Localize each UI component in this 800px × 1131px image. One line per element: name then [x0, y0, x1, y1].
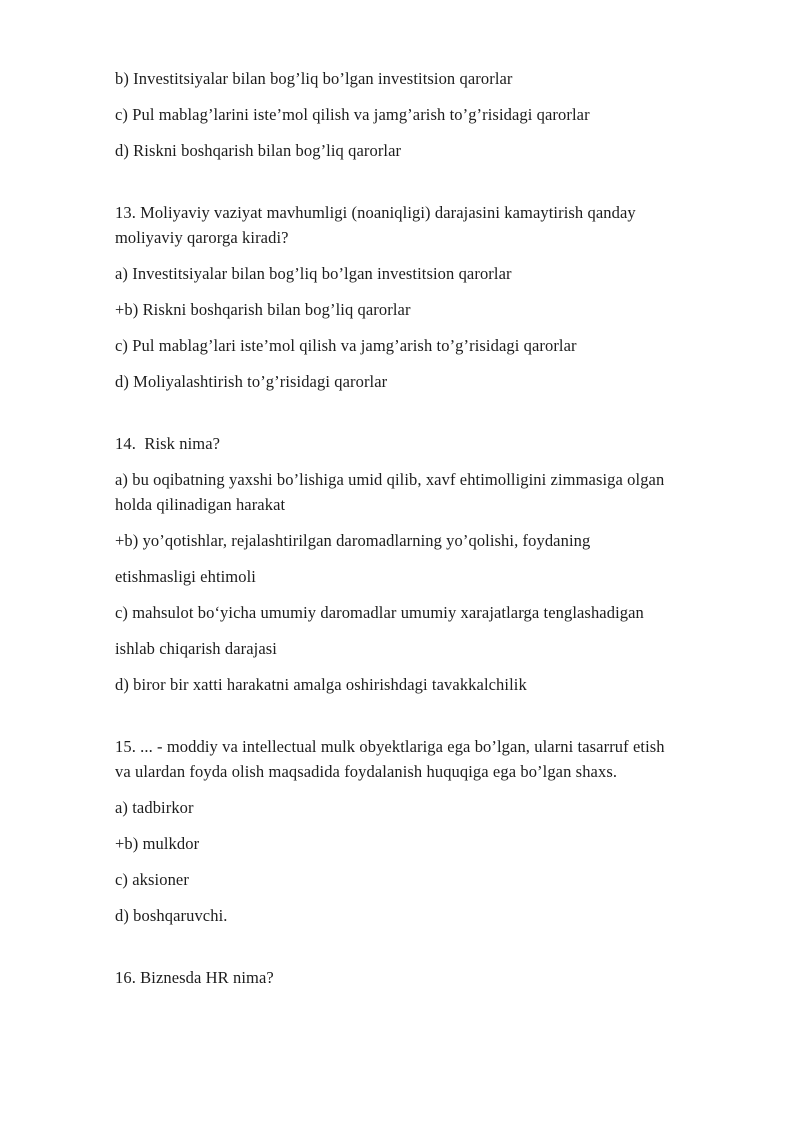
question-13 [115, 200, 740, 394]
text-line: c) Pul mablag’larini iste’mol qilish va jamg’arish to’g’risidagi qarorlar [115, 105, 590, 124]
text-line: d) boshqaruvchi. [115, 906, 228, 925]
option-d [115, 672, 740, 697]
text-line: c) mahsulot bo‘yicha umumiy daromadlar umumiy xarajatlarga tenglashadigan [115, 603, 644, 622]
text-line: +b) Riskni boshqarish bilan bog’liq qarorlar [115, 300, 411, 319]
text-line: holda qilinadigan harakat [115, 495, 286, 514]
text-line: +b) yo’qotishlar, rejalashtirilgan daromadlarning yo’qolishi, foydaning [115, 531, 591, 550]
question-16 [115, 965, 740, 990]
question-text [115, 734, 740, 784]
text-line: d) Moliyalashtirish to’g’risidagi qarorlar [115, 372, 388, 391]
option-c [115, 867, 740, 892]
option-d [115, 138, 740, 163]
question-12-options-partial [115, 66, 740, 163]
text-line: 14. Risk nima? [115, 434, 221, 453]
text-line: moliyaviy qarorga kiradi? [115, 228, 289, 247]
option-c-continued [115, 636, 740, 661]
option-a [115, 467, 740, 517]
question-text [115, 200, 740, 250]
text-line: a) bu oqibatning yaxshi bo’lishiga umid qilib, xavf ehtimolligini zimmasiga olgan [115, 470, 665, 489]
text-line: b) Investitsiyalar bilan bog’liq bo’lgan investitsion qarorlar [115, 69, 513, 88]
text-line: ishlab chiqarish darajasi [115, 639, 277, 658]
option-d [115, 903, 740, 928]
option-a [115, 261, 740, 286]
text-line: d) biror bir xatti harakatni amalga oshirishdagi tavakkalchilik [115, 675, 527, 694]
option-b-correct [115, 831, 740, 856]
text-line: 16. Biznesda HR nima? [115, 968, 274, 987]
text-line: 13. Moliyaviy vaziyat mavhumligi (noaniqligi) darajasini kamaytirish qanday [115, 203, 636, 222]
option-b [115, 66, 740, 91]
option-a [115, 795, 740, 820]
text-line: a) Investitsiyalar bilan bog’liq bo’lgan investitsion qarorlar [115, 264, 512, 283]
option-b-correct [115, 528, 740, 553]
text-line: c) aksioner [115, 870, 189, 889]
text-line: +b) mulkdor [115, 834, 200, 853]
text-line: etishmasligi ehtimoli [115, 567, 256, 586]
option-d [115, 369, 740, 394]
question-14 [115, 431, 740, 697]
question-15 [115, 734, 740, 928]
option-b-correct [115, 297, 740, 322]
text-line: a) tadbirkor [115, 798, 194, 817]
question-text [115, 965, 740, 990]
text-line: c) Pul mablag’lari iste’mol qilish va jamg’arish to’g’risidagi qarorlar [115, 336, 577, 355]
option-c [115, 333, 740, 358]
option-c [115, 600, 740, 625]
text-line: d) Riskni boshqarish bilan bog’liq qarorlar [115, 141, 402, 160]
question-text [115, 431, 740, 456]
text-line: va ulardan foyda olish maqsadida foydalanish huquqiga ega bo’lgan shaxs. [115, 762, 618, 781]
text-line: 15. ... - moddiy va intellectual mulk obyektlariga ega bo’lgan, ularni tasarruf etish [115, 737, 665, 756]
option-c [115, 102, 740, 127]
option-b-continued [115, 564, 740, 589]
